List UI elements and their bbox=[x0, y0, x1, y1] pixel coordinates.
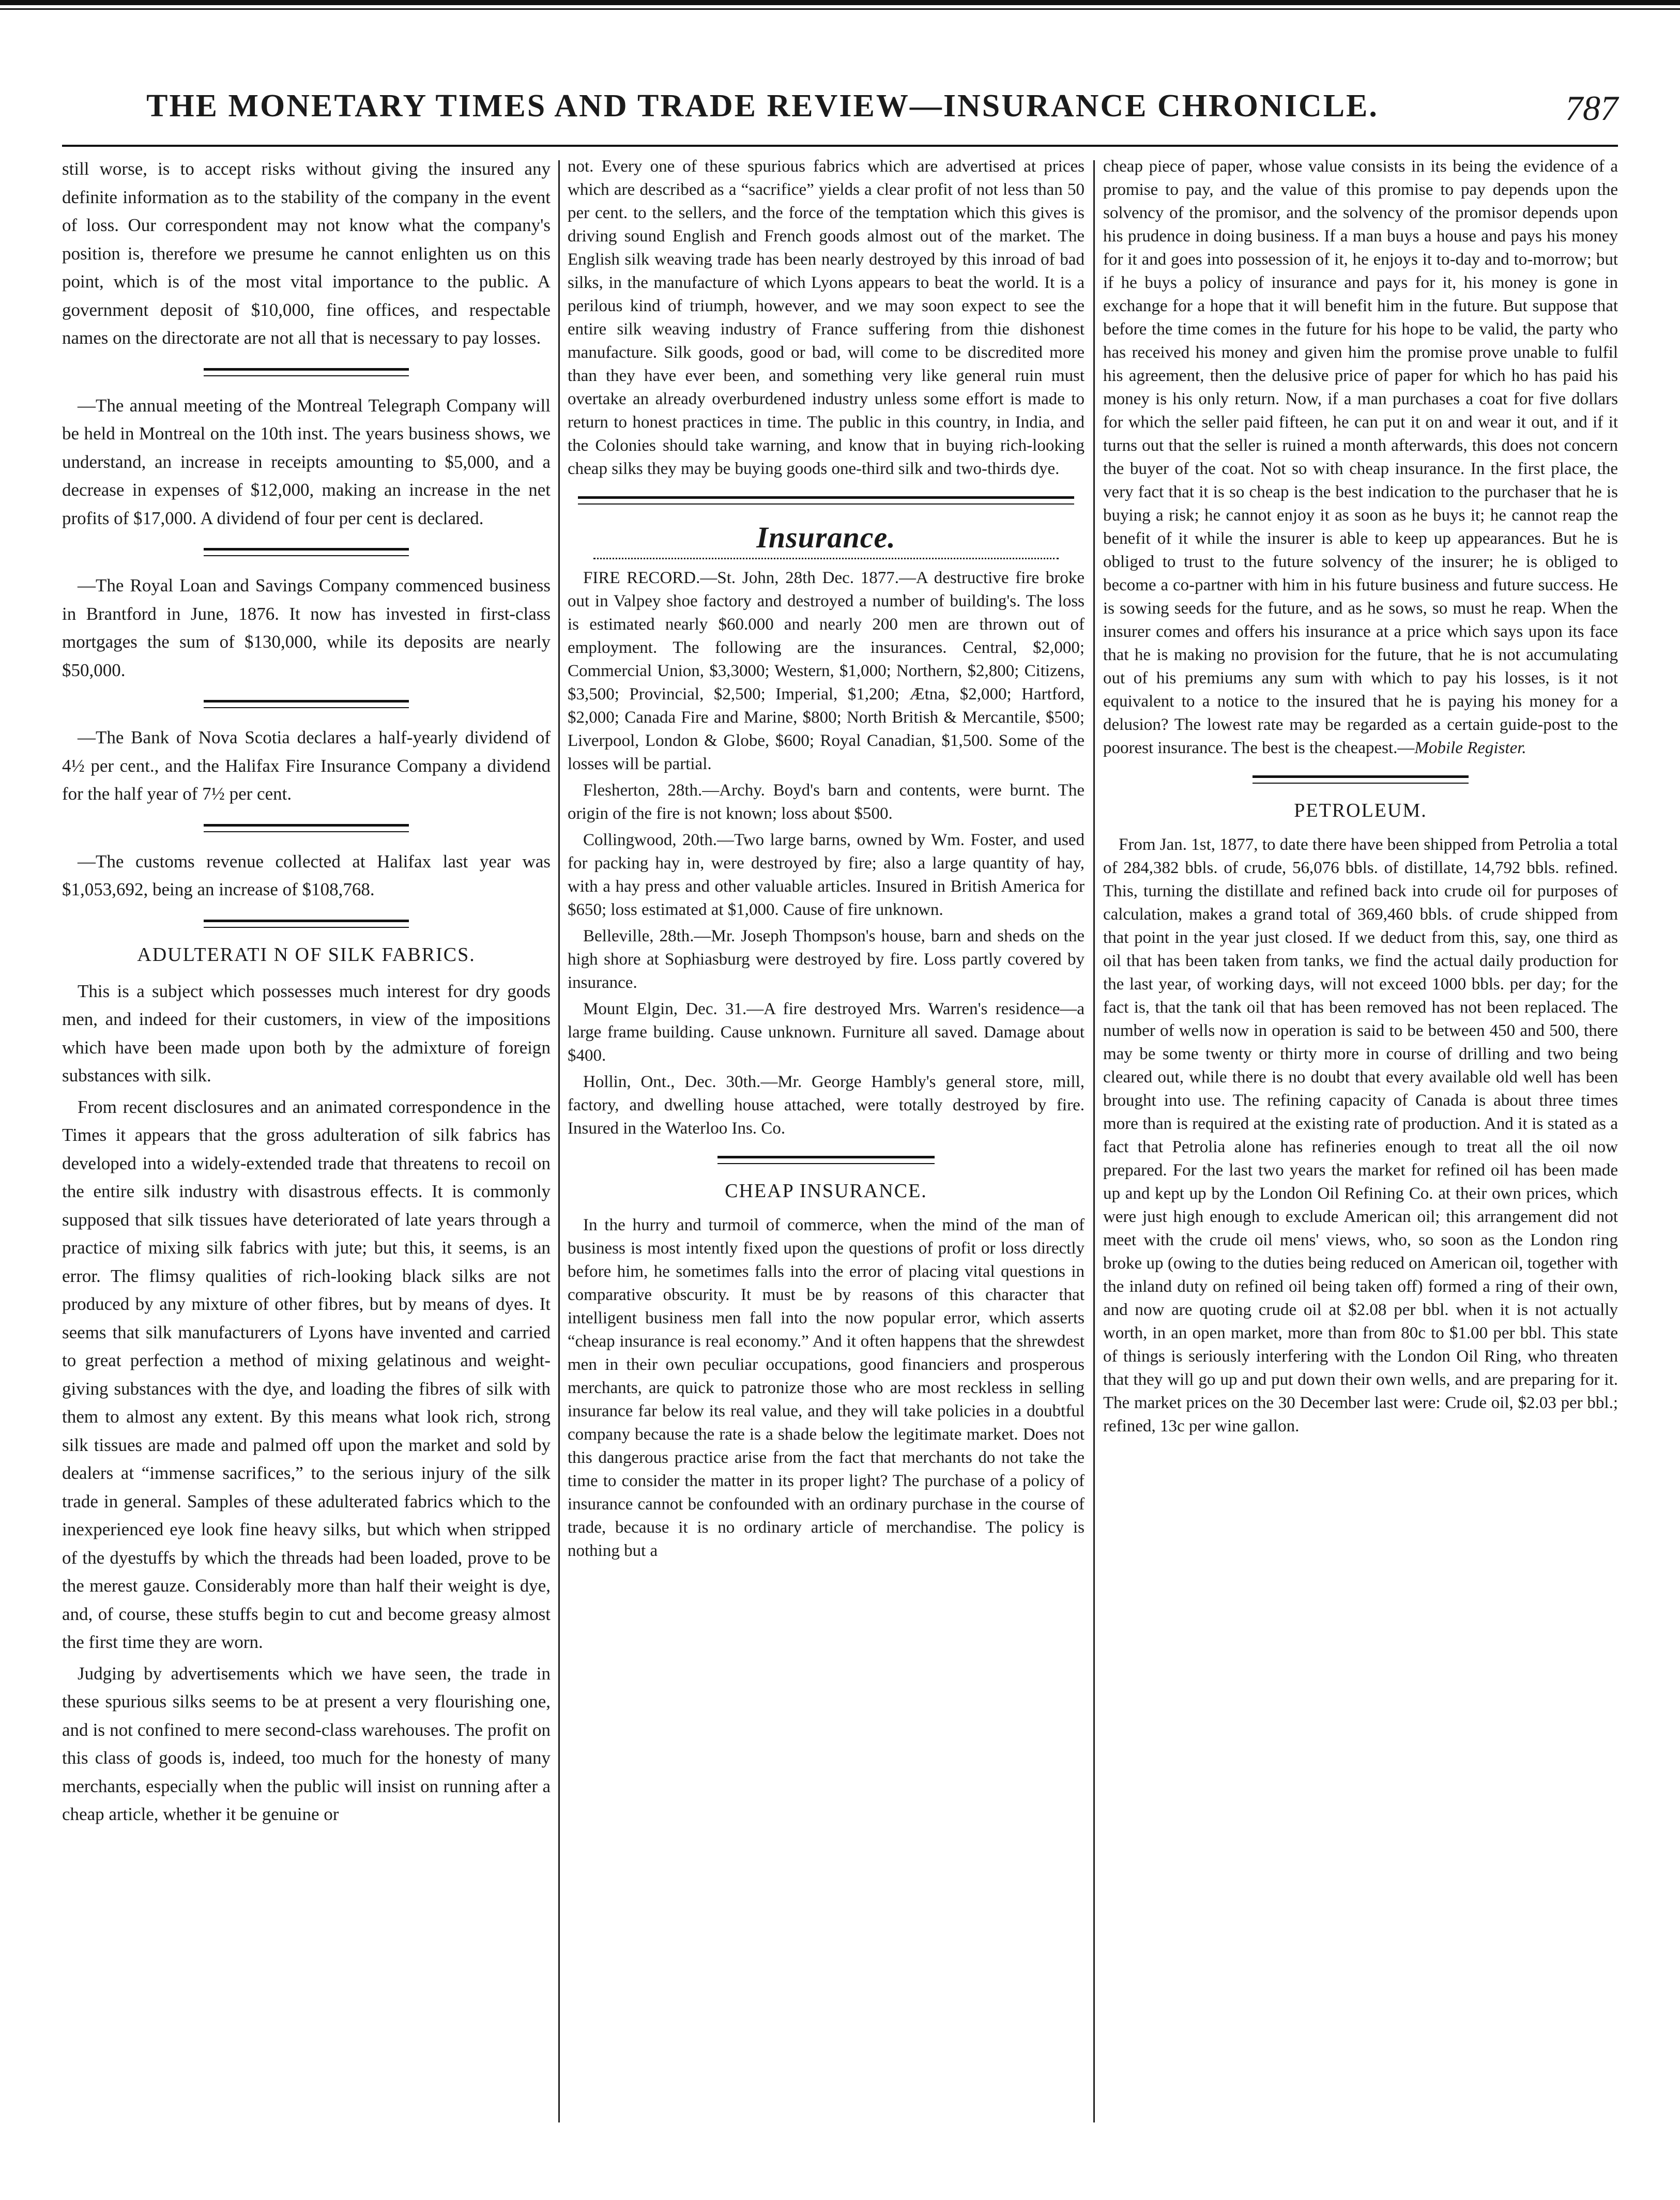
column-divider bbox=[558, 160, 560, 2122]
paragraph: —The annual meeting of the Montreal Telegraph Company will be held in Montreal on the 10th inst. The years business shows, we understand, an increase in receipts amounting to $5,000, and a decrease in expenses of $12,000, making an increase in the net profits of $17,000. A dividend of four per cent is declared. bbox=[62, 395, 551, 528]
section-heading: CHEAP INSURANCE. bbox=[725, 1180, 927, 1202]
top-border-rule bbox=[0, 0, 1680, 5]
section-separator bbox=[204, 368, 409, 376]
section-heading: Insurance. bbox=[756, 521, 896, 554]
page-header bbox=[62, 78, 1618, 134]
paragraph: From recent disclosures and an animated correspondence in the Times it appears that the gross adulteration of silk fabrics has developed into a widely-extended trade that threatens to recoil on the entire silk industry with disastrous effects. It is commonly supposed that silk tissues have deteriorated of late years through a practice of mixing silk fabrics with jute; but this, it seems, is an error. The flimsy qualities of rich-looking black silks are not produced by any mixture of other fibres, but by means of dyes. It seems that silk manufacturers of Lyons have invented and carried to great perfection a method of mixing gelatinous and weight-giving substances with the dye, and loading the fibres of silk with them to almost any extent. By this means what look rich, strong silk tissues are made and palmed off upon the market and sold by dealers at “immense sacrifices,” to the serious injury of the silk trade in general. Samples of these adulterated fabrics which to the inexperienced eye look fine heavy silks, but which when stripped of the dyestuffs by which the threads had been loaded, prove to be the merest gauze. Considerably more than half their weight is dye, and, of course, these stuffs begin to cut and become greasy almost the first time they are worn. bbox=[62, 1096, 551, 1652]
paragraph: Collingwood, 20th.—Two large barns, owned by Wm. Foster, and used for packing hay in, were destroyed by fire; also a large quantity of hay, with a hay press and other valuable articles. Insured in British America for $650; loss estimated at $1,000. Cause of fire unknown. bbox=[568, 831, 1085, 919]
source-attribution: Mobile Register. bbox=[1414, 739, 1526, 757]
paragraph bbox=[1103, 155, 1618, 760]
paragraph: Judging by advertisements which we have seen, the trade in these spurious silks seems to be at present a very flourishing one, and is not confined to mere second-class warehouses. The profit on this class of goods is, indeed, too much for the honesty of many merchants, especially when the public will insist on running after a cheap article, whether it be genuine or bbox=[62, 1663, 551, 1824]
paragraph: Belleville, 28th.—Mr. Joseph Thompson's house, barn and sheds on the high shore at Sophiasburg were destroyed by fire. Loss partly covered by insurance. bbox=[568, 927, 1085, 992]
paragraph: FIRE RECORD.—St. John, 28th Dec. 1877.—A destructive fire broke out in Valpey shoe factory and destroyed a number of building's. The loss is estimated nearly $60.000 and nearly 200 men are thrown out of employment. The following are the insurances. Central, $2,000; Commercial Union, $3,3000; Western, $1,000; Northern, $2,800; Citizens, $3,500; Provincial, $2,500; Imperial, $1,200; Ætna, $2,000; Hartford, $2,000; Canada Fire and Marine, $800; North British & Mercantile, $500; Liverpool, London & Globe, $600; Royal Canadian, $1,500. Some of the losses will be partial. bbox=[568, 569, 1085, 773]
article-columns bbox=[62, 155, 1618, 2122]
column-divider bbox=[1093, 160, 1095, 2122]
section-separator bbox=[204, 920, 409, 928]
section-heading: ADULTERATI N OF SILK FABRICS. bbox=[137, 943, 476, 966]
column-1 bbox=[62, 155, 551, 2122]
paragraph: —The customs revenue collected at Halifax last year was $1,053,692, being an increase of $108,768. bbox=[62, 851, 551, 899]
section-separator bbox=[204, 700, 409, 708]
section-separator bbox=[204, 824, 409, 832]
column-3 bbox=[1103, 155, 1618, 2122]
paragraph: still worse, is to accept risks without giving the insured any definite information as to the stability of the company in the event of loss. Our correspondent may not know what the company's position is, therefore we presume he cannot enlighten us on this point, which is of the most vital importance to the public. A government deposit of $10,000, fine offices, and respectable names on the directorate are not all that is necessary to pay losses. bbox=[62, 159, 551, 348]
paragraph: From Jan. 1st, 1877, to date there have been shipped from Petrolia a total of 284,382 bbls. of crude, 56,076 bbls. of distillate, 14,792 bbls. refined. This, turning the distillate and refined back into crude oil for purposes of calculation, makes a grand total of 369,460 bbls. of crude shipped from that point in the year just closed. If we deduct from this, say, one third as oil that has been taken from tanks, we find the actual daily production for the last year, of working days, will not exceed 1000 bbls. per day; for the fact is, that the tank oil that has been removed has not been replaced. The number of wells now in operation is said to be between 450 and 500, there may be some twenty or thirty more in course of drilling and two being cleared out, while there is no doubt that every available old well has been brought into use. The refining capacity of Canada is about three times more than is required at the existing rate of production. And it is stated as a fact that Petrolia alone has refineries enough to treat all the oil now prepared. For the last two years the market for refined oil has been made up and kept up by the London Oil Refining Co. at their own prices, which were just high enough to exclude American oil; this arrangement did not meet with the crude oil mens' views, who, so soon as the London ring broke up (owing to the duties being reduced on American oil, together with the inland duty on refined oil being taken off) formed a ring of their own, and now are quoting crude oil at $2.08 per bbl. when it is not actually worth, in an open market, more than from 80c to $1.00 per bbl. This state of things is seriously interfering with the London Oil Ring, who threaten that they will go up and put down their own wells, and are preparing for it. The market prices on the 30 December last were: Crude oil, $2.03 per bbl.; refined, 13c per wine gallon. bbox=[1103, 835, 1618, 1435]
paragraph: In the hurry and turmoil of commerce, when the mind of the man of business is most intently fixed upon the questions of profit or loss directly before him, he sometimes falls into the error of placing vital questions in comparative obscurity. It must be by reasons of this character that intelligent business men fall into the now popular error, which asserts “cheap insurance is real economy.” And it often happens that the shrewdest men in their own peculiar occupations, good financiers and prosperous merchants, are quick to patronize those who are most reckless in selling insurance far below its real value, and they will take policies in a doubtful company because the rate is a shade below the legitimate market. Does not this dangerous practice arise from the fact that merchants do not take the time to consider the matter in its proper light? The purchase of a policy of insurance cannot be confounded with an ordinary purchase in the course of trade, because it is no ordinary article of merchandise. The policy is nothing but a bbox=[568, 1216, 1085, 1560]
section-separator bbox=[717, 1156, 935, 1164]
column-2 bbox=[568, 155, 1085, 2122]
paragraph: Hollin, Ont., Dec. 30th.—Mr. George Hambly's general store, mill, factory, and dwelling house attached, were totally destroyed by fire. Insured in the Waterloo Ins. Co. bbox=[568, 1073, 1085, 1138]
page-number: 787 bbox=[1565, 88, 1618, 128]
section-separator bbox=[204, 548, 409, 556]
top-border-rule-thin bbox=[0, 8, 1680, 10]
publication-title: THE MONETARY TIMES AND TRADE REVIEW—INSURANCE CHRONICLE. bbox=[146, 88, 1379, 124]
paragraph: This is a subject which possesses much interest for dry goods men, and indeed for their customers, in view of the impositions which have been made upon both by the admixture of foreign substances with silk. bbox=[62, 981, 551, 1086]
decorative-rule bbox=[593, 558, 1059, 559]
paragraph: not. Every one of these spurious fabrics which are advertised at prices which are described as a “sacrifice” yields a clear profit of not less than 50 per cent. to the sellers, and the force of the temptation which this gives is driving sound English and French goods almost out of the market. The English silk weaving trade has been nearly destroyed by this inroad of bad silks, in the manufacture of which Lyons appears to beat the world. It is a perilous kind of triumph, however, and we may soon expect to see the entire silk weaving industry of France suffering from thie dishonest manufacture. Silk goods, good or bad, will come to be discredited more than they have ever been, and something very like general ruin must overtake an already overburdened industry unless some effort is made to return to honest practices in time. The public in this country, in India, and the Colonies should take warning, and know that in buying rich-looking cheap silks they may be buying goods one-third silk and two-thirds dye. bbox=[568, 157, 1085, 478]
paragraph: Mount Elgin, Dec. 31.—A fire destroyed Mrs. Warren's residence—a large frame building. Cause unknown. Furniture all saved. Damage about $400. bbox=[568, 1000, 1085, 1065]
paragraph: —The Royal Loan and Savings Company commenced business in Brantford in June, 1876. It now has invested in first-class mortgages the sum of $130,000, while its deposits are nearly $50,000. bbox=[62, 575, 551, 680]
header-rule bbox=[62, 145, 1618, 147]
paragraph-text: cheap piece of paper, whose value consists in its being the evidence of a promise to pay, and the value of this promise to pay depends upon the solvency of the promisor, and the solvency of the promisor depends upon his prudence in doing business. If a man buys a house and pays his money for it and goes into possession of it, he enjoys it to-day and to-morrow; but if he buys a policy of insurance and pays for it, his money is gone in exchange for a hope that it will benefit him in the future. But suppose that before the time comes in the future for his hope to be valid, the party who has received his money and given him the promise prove unable to fulfil his agreement, then the delusive price of paper for which ho has paid his money is his only return. Now, if a man purchases a coat for five dollars for which the seller paid fifteen, he can put it on and wear it out, and if it turns out that the seller is ruined a month afterwards, this does not concern the buyer of the coat. Not so with cheap insurance. In the first place, the very fact that it is so cheap is the best indication to the purchaser that he is buying a risk; he cannot enjoy it as soon as he buys it; he cannot reap the benefit of it while the insurer is able to keep up appearances. But he is obliged to trust to the future solvency of the insurer; he is obliged to become a co-partner with him in his future business and future success. He is sowing seeds for the future, and as he sows, so must he reap. When the insurer comes and offers his insurance at a price which says upon its face that he is making no provision for the future, that he is not accumulating out of his premiums any sum with which to pay his losses, is it not equivalent to a notice to the insured that he is paying his money for a delusion? The lowest rate may be regarded as a certain guide-post to the poorest insurance. The best is the cheapest.— bbox=[1103, 157, 1618, 757]
section-separator bbox=[1253, 775, 1469, 784]
paragraph: —The Bank of Nova Scotia declares a half-yearly dividend of 4½ per cent., and the Halifax Fire Insurance Company a dividend for the half year of 7½ per cent. bbox=[62, 727, 551, 804]
section-separator bbox=[578, 496, 1074, 505]
paragraph: Flesherton, 28th.—Archy. Boyd's barn and contents, were burnt. The origin of the fire is not known; loss about $500. bbox=[568, 781, 1085, 823]
section-heading: PETROLEUM. bbox=[1294, 800, 1427, 821]
